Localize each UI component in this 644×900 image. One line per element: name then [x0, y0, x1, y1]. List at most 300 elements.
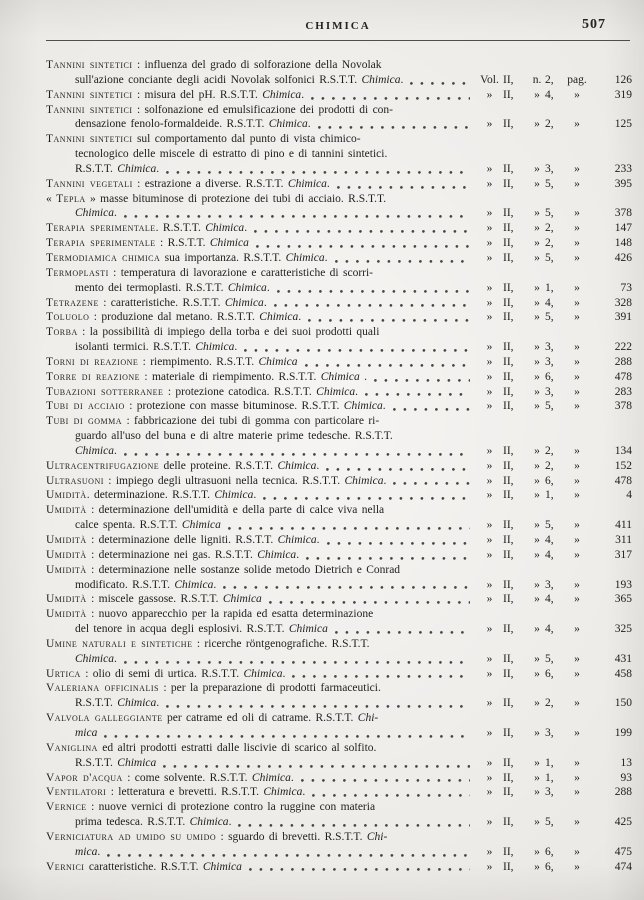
header-rule	[46, 40, 630, 43]
entry-description: .	[382, 400, 386, 413]
dot-leader	[124, 661, 470, 664]
index-entry	[46, 681, 632, 711]
ref-page-mark: »	[574, 756, 580, 769]
ref-issue-mark: »	[534, 311, 540, 324]
ref-vol: II,	[503, 400, 514, 413]
entry-line	[46, 756, 476, 771]
ref-issue-mark: »	[534, 519, 540, 532]
ref-page-mark: »	[574, 474, 580, 487]
entry-description: : materiale di riempimento. R.S.T.T.	[140, 370, 321, 383]
entry-text	[46, 667, 476, 682]
ref-page: 431	[614, 652, 632, 665]
entry-line	[46, 488, 476, 503]
entry-description: : influenza del grado di solforazione della Novolak	[132, 59, 382, 71]
entry-text	[46, 771, 476, 786]
entry-description: : riempimento. R.S.T.T.	[138, 355, 259, 368]
entry-line-text	[46, 104, 393, 116]
index-entry	[46, 830, 632, 860]
index-entry	[46, 607, 632, 637]
entry-text	[46, 592, 476, 607]
entry-description: » masse bituminose di protezione dei tubi di acciaio. R.S.T.T.	[85, 192, 387, 205]
ref-issue: 4,	[545, 623, 554, 636]
entry-description: .	[359, 370, 367, 383]
ref-vol: II,	[503, 370, 514, 383]
dot-leader	[374, 379, 470, 382]
entry-line	[46, 370, 476, 385]
page-header	[46, 17, 630, 36]
entry-description: : estrazione a diverse. R.S.T.T.	[132, 177, 288, 190]
journal-name: Chimica	[214, 489, 254, 502]
entry-line	[46, 845, 476, 860]
ref-page: 319	[614, 88, 632, 101]
ref-vol-mark: »	[486, 623, 493, 636]
ref-vol-mark: »	[486, 311, 493, 324]
entry-description: mento dei termoplasti. R.S.T.T.	[75, 281, 228, 294]
entry-line-text	[46, 564, 400, 576]
ref-page-mark: »	[574, 816, 580, 829]
journal-name: Chimica	[243, 667, 283, 680]
ref-issue: 2,	[545, 237, 554, 250]
dot-leader	[335, 260, 471, 263]
entry-term: Umidità	[46, 608, 87, 621]
ref-issue-mark: »	[534, 667, 540, 680]
entry-description: .	[326, 177, 330, 190]
ref-vol: II,	[503, 489, 514, 502]
entry-text	[46, 414, 476, 459]
entry-reference	[476, 578, 632, 593]
entry-text	[46, 192, 476, 222]
entry-text	[46, 459, 476, 474]
dot-leader	[301, 779, 470, 782]
ref-vol-mark: »	[486, 251, 493, 264]
entry-line	[46, 103, 476, 118]
journal-name: Chimica	[205, 222, 245, 235]
ref-issue: 4,	[545, 534, 554, 546]
entry-reference	[476, 221, 632, 236]
index-entry	[46, 711, 632, 741]
ref-issue: 5,	[545, 652, 554, 665]
ref-page-mark: »	[574, 251, 580, 264]
ref-vol-mark: »	[486, 652, 493, 665]
entry-reference	[476, 726, 632, 741]
index-entry	[46, 785, 632, 800]
entry-reference	[476, 756, 632, 771]
entry-description: ed altri prodotti estratti dalle liscivie di scarico al solfito.	[97, 741, 377, 754]
ref-page: 134	[614, 444, 632, 457]
journal-name: Chimica	[285, 251, 325, 264]
journal-name: Chimica	[277, 459, 317, 472]
ref-vol: II,	[503, 444, 514, 457]
ref-issue: 4,	[545, 548, 554, 561]
ref-issue-mark: »	[534, 162, 540, 175]
entry-description: : protezione catodica. R.S.T.T.	[163, 385, 317, 398]
dot-leader	[107, 854, 470, 857]
entry-description: .	[301, 88, 305, 101]
ref-page-mark: »	[574, 860, 580, 873]
ref-page: 233	[614, 162, 632, 175]
ref-page: 147	[614, 222, 632, 235]
ref-page-mark: »	[574, 786, 580, 799]
entry-text	[46, 488, 476, 503]
ref-vol-mark: »	[486, 459, 493, 472]
index-entry	[46, 414, 632, 459]
entry-description: : misura del pH. R.S.T.T.	[132, 88, 263, 101]
ref-vol-mark: »	[486, 756, 493, 769]
ref-page-mark: »	[574, 207, 580, 220]
entry-term: Tubi di gomma	[46, 415, 123, 428]
journal-name: Chi-	[357, 712, 379, 725]
entry-term: Tepla	[56, 192, 86, 205]
ref-issue: 5,	[545, 177, 554, 190]
index-entry	[46, 474, 632, 489]
entry-description: .	[290, 771, 294, 784]
entry-reference	[476, 474, 632, 489]
ref-page: 378	[614, 400, 632, 413]
entry-term: Verniciatura ad umido su umido	[46, 830, 217, 843]
entry-description: isolanti termici. R.S.T.T.	[75, 341, 196, 354]
entry-reference	[476, 696, 632, 711]
ref-vol-mark: »	[486, 593, 493, 606]
entry-line-text	[46, 326, 379, 338]
ref-vol-mark: »	[486, 118, 493, 131]
journal-name: Chimica	[316, 385, 356, 398]
entry-line-text	[46, 638, 370, 650]
entry-line	[46, 652, 476, 667]
entry-description: : solfonazione ed emulsificazione dei prodotti di con-	[132, 103, 394, 116]
ref-page: 152	[614, 459, 632, 472]
ref-vol-mark: »	[486, 726, 493, 739]
entry-line-text	[46, 236, 249, 251]
entry-term: Vernice	[46, 801, 87, 814]
entry-description: : la possibilità di impiego della torba e dei suoi prodotti quali	[77, 326, 380, 339]
ref-page-mark: »	[574, 385, 580, 398]
ref-vol: II,	[503, 786, 514, 799]
entry-line	[46, 741, 476, 756]
entry-line-text	[75, 815, 231, 830]
dot-leader	[335, 631, 470, 634]
index-entry	[46, 385, 632, 400]
entry-term: Ultracentrifugazione	[46, 459, 160, 472]
ref-issue-mark: »	[534, 400, 540, 413]
entry-line	[46, 860, 476, 875]
entry-line-text	[46, 608, 373, 620]
entry-line	[46, 637, 476, 652]
ref-page: 411	[615, 519, 632, 532]
entry-reference	[476, 622, 632, 637]
entry-line	[46, 711, 476, 726]
entry-line-text	[46, 860, 242, 875]
entry-term: Toluolo	[46, 311, 90, 324]
entry-reference	[476, 459, 632, 474]
entry-line-text	[75, 652, 117, 667]
ref-vol-mark: »	[486, 296, 493, 309]
entry-description: delle proteine. R.S.T.T.	[159, 459, 278, 472]
journal-name: Chimica	[222, 593, 262, 606]
entry-text	[46, 236, 476, 251]
ref-page-mark: »	[574, 281, 580, 294]
ref-issue-mark: »	[534, 816, 540, 829]
entry-text	[46, 785, 476, 800]
entry-description: : determinazione delle ligniti. R.S.T.T.	[86, 534, 278, 546]
entry-description: . determinazione. R.S.T.T.	[86, 489, 215, 502]
index-entry	[46, 860, 632, 875]
entry-description: caratteristiche. R.S.T.T.	[84, 860, 203, 873]
index-entry	[46, 771, 632, 786]
entry-line-text	[46, 831, 387, 843]
entry-description: : nuove vernici di protezione contro la ruggine con materia	[86, 801, 376, 814]
entry-line-text	[46, 474, 386, 489]
entry-line-text	[46, 667, 285, 682]
ref-page-mark: »	[574, 341, 580, 354]
entry-reference	[476, 815, 632, 830]
index-entry	[46, 399, 632, 414]
ref-page-mark: »	[574, 459, 580, 472]
journal-name: Chi-	[366, 830, 388, 843]
dot-leader	[263, 497, 470, 500]
index-entry	[46, 741, 632, 771]
ref-page: 283	[614, 385, 632, 398]
entry-line	[46, 385, 476, 400]
entry-term: Torba	[46, 326, 78, 339]
entry-line	[46, 251, 476, 266]
entry-text	[46, 251, 476, 266]
entry-term: Tubazioni sotterranee	[46, 385, 164, 398]
ref-vol-mark: »	[486, 860, 493, 873]
ref-issue: 2,	[545, 222, 554, 235]
ref-issue-mark: »	[534, 771, 540, 784]
entry-description: : determinazione nei gas. R.S.T.T.	[86, 548, 258, 561]
entry-description: .	[97, 845, 101, 858]
ref-page-mark: »	[574, 652, 580, 665]
entry-description: «	[46, 192, 57, 205]
entry-line-text	[46, 88, 304, 103]
index-entry	[46, 310, 632, 325]
index-entry	[46, 355, 632, 370]
ref-vol: II,	[503, 207, 514, 220]
journal-name: Chimica	[262, 88, 302, 101]
ref-issue-mark: »	[534, 474, 540, 487]
entry-line-text	[46, 459, 319, 474]
dot-leader	[337, 186, 470, 189]
entry-line	[46, 147, 476, 162]
entry-line	[46, 177, 476, 192]
journal-name: Chimica	[259, 311, 299, 324]
dot-leader	[166, 705, 470, 708]
entry-description: : miscele gassose. R.S.T.T.	[86, 593, 223, 606]
entry-description: . R.S.T.T.	[155, 222, 206, 235]
ref-issue-mark: »	[534, 222, 540, 235]
entry-line	[46, 785, 476, 800]
ref-issue-mark: »	[534, 593, 540, 606]
ref-vol-mark: »	[486, 816, 493, 829]
journal-name: Chimica	[251, 771, 291, 784]
entry-reference	[476, 236, 632, 251]
entry-line	[46, 355, 476, 370]
index-entry	[46, 251, 632, 266]
ref-issue-mark: »	[534, 578, 540, 591]
journal-name: Chimica	[343, 400, 383, 413]
entry-text	[46, 399, 476, 414]
dot-leader	[274, 304, 470, 307]
index-entry	[46, 563, 632, 593]
ref-page: 222	[614, 341, 632, 354]
ref-issue-mark: »	[534, 118, 540, 131]
entry-line-text	[75, 726, 97, 741]
entry-line-text	[46, 267, 373, 279]
ref-page-mark: »	[574, 593, 580, 606]
entry-term: Vaniglina	[46, 741, 98, 754]
entry-term: Umidità	[46, 504, 87, 517]
ref-page-mark: »	[574, 548, 580, 561]
dot-leader	[306, 557, 470, 560]
dot-leader	[308, 319, 470, 322]
entry-line	[46, 88, 476, 103]
ref-vol: II,	[503, 652, 514, 665]
entry-text	[46, 533, 476, 548]
entry-line	[46, 518, 476, 533]
entry-description: tecnologico delle miscele di estratto di pino e di tannini sintetici.	[75, 148, 388, 161]
entry-line-text	[75, 340, 237, 355]
ref-page: 150	[614, 697, 632, 710]
ref-vol: II,	[503, 697, 514, 710]
ref-page: 458	[614, 667, 632, 680]
ref-issue-mark: »	[534, 88, 540, 101]
ref-issue-mark: »	[534, 296, 540, 309]
entry-line-text	[75, 430, 393, 442]
ref-vol-mark: »	[486, 489, 493, 502]
dot-leader	[312, 794, 470, 797]
ref-vol-mark: »	[486, 400, 493, 413]
entry-text	[46, 296, 476, 311]
entry-description: : determinazione dell'umidità e della parte di calce viva nella	[86, 504, 385, 517]
ref-page-mark: pag.	[567, 73, 587, 86]
entry-line-text	[46, 712, 378, 724]
entry-description: : produzione dal metano. R.S.T.T.	[89, 311, 260, 324]
entry-line-text	[46, 801, 375, 813]
ref-page: 426	[614, 251, 632, 264]
index-entry	[46, 88, 632, 103]
entry-line	[46, 578, 476, 593]
entry-term: Termodiamica chimica	[46, 251, 161, 264]
ref-issue: 2,	[545, 73, 554, 86]
dot-leader	[269, 601, 470, 604]
journal-name: Chimica	[209, 237, 249, 250]
ref-issue: 4,	[545, 593, 554, 606]
entry-line	[46, 192, 476, 207]
entry-line-text	[46, 548, 299, 563]
dot-leader	[238, 824, 470, 827]
entry-description: .	[156, 697, 160, 710]
entry-reference	[476, 399, 632, 414]
entry-description: .	[253, 489, 257, 502]
ref-vol: II,	[503, 251, 514, 264]
ref-vol: II,	[503, 341, 514, 354]
ref-page: 328	[614, 296, 632, 309]
ref-issue-mark: »	[534, 860, 540, 873]
journal-name: Chimica	[75, 444, 114, 457]
ref-vol: II,	[503, 548, 514, 561]
entry-term: Tannini sintetici	[46, 59, 133, 71]
dot-leader	[410, 82, 470, 85]
entry-text	[46, 563, 476, 593]
index-entry	[46, 221, 632, 236]
ref-page-mark: »	[574, 771, 580, 784]
ref-vol-mark: »	[486, 222, 493, 235]
entry-line	[46, 429, 476, 444]
ref-vol-mark: »	[486, 341, 493, 354]
entry-text	[46, 637, 476, 667]
entry-line-text	[75, 148, 387, 160]
entry-line-text	[46, 133, 361, 145]
ref-page: 425	[614, 816, 632, 829]
dot-leader	[326, 468, 470, 471]
ref-page-mark: »	[574, 623, 580, 636]
ref-vol: II,	[503, 860, 514, 873]
entry-description: densazione fenolo-formaldeide. R.S.T.T.	[75, 118, 269, 131]
dot-leader	[305, 364, 471, 367]
entry-description: .	[298, 311, 302, 324]
entry-term: Umidità	[46, 489, 87, 502]
entry-term: Tannini sintetici	[46, 133, 133, 146]
dot-leader	[365, 393, 470, 396]
ref-page: 288	[614, 355, 632, 368]
entry-description: .	[316, 534, 320, 546]
dot-leader	[256, 245, 470, 248]
entry-line-text	[46, 385, 358, 400]
entry-line-text	[75, 518, 221, 533]
entry-reference	[476, 251, 632, 266]
ref-vol-mark: »	[486, 519, 493, 532]
entry-term: Torni di reazione	[46, 355, 139, 368]
index-entry	[46, 103, 632, 133]
ref-issue-mark: »	[534, 444, 540, 457]
entry-description: .	[355, 385, 359, 398]
journal-name: Chimica	[287, 177, 327, 190]
ref-issue-mark: »	[534, 845, 540, 858]
entry-line-text	[46, 355, 298, 370]
entry-line	[46, 73, 476, 88]
index-entry	[46, 266, 632, 296]
ref-vol-mark: »	[486, 162, 493, 175]
entry-line-text	[75, 578, 216, 593]
entry-reference	[476, 444, 632, 459]
dot-leader	[244, 349, 470, 352]
index-entry	[46, 548, 632, 563]
ref-issue-mark: »	[534, 207, 540, 220]
ref-page: 478	[614, 474, 632, 487]
entry-text	[46, 681, 476, 711]
journal-name: Chimica	[75, 207, 114, 220]
entry-text	[46, 355, 476, 370]
entry-line	[46, 162, 476, 177]
journal-name: Chimica	[117, 756, 157, 769]
entry-description: calce spenta. R.S.T.T.	[75, 519, 182, 532]
entry-line	[46, 296, 476, 311]
ref-issue: 3,	[545, 726, 554, 739]
entry-term: Tannini sintetici	[46, 103, 133, 116]
ref-issue-mark: »	[534, 623, 540, 636]
entry-text	[46, 711, 476, 741]
ref-vol: II,	[503, 816, 514, 829]
entry-line-text	[75, 756, 156, 771]
ref-vol-mark: »	[486, 88, 493, 101]
entry-line	[46, 459, 476, 474]
ref-page: 125	[614, 118, 632, 131]
ref-vol: II,	[503, 845, 514, 858]
journal-name: Chimica	[202, 860, 242, 873]
entry-line	[46, 830, 476, 845]
entry-line-text	[46, 370, 367, 385]
